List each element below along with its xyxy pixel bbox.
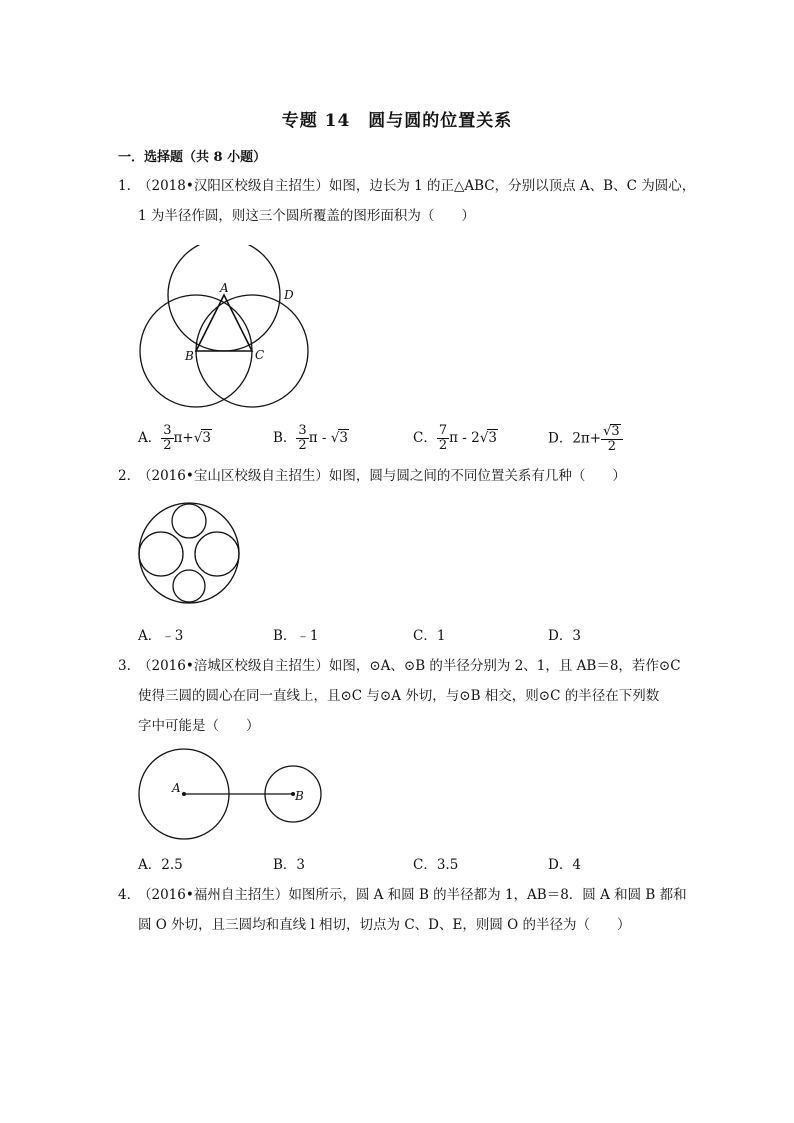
label-b: B (185, 349, 194, 363)
question-4-line1: （2016•福州自主招生）如图所示，圆 A 和圆 B 的半径都为 1，AB＝8．圆 A 和圆 B 都和 (138, 887, 687, 903)
left-circle (139, 532, 183, 576)
question-1-option-b: B． $\frac{3}{2}$ π - √3 (273, 423, 348, 453)
question-2-option-c: C．1 (413, 628, 446, 644)
circle-a (168, 245, 280, 351)
question-2-figure (137, 498, 241, 608)
question-2-number: 2． (118, 468, 141, 484)
question-3-option-d: D．4 (548, 857, 581, 873)
center-a (182, 792, 186, 796)
page-title: 专题 14 圆与圆的位置关系 (281, 111, 513, 131)
question-4-line2: 圆 O 外切，且三圆均和直线 l 相切，切点为 C、D、E，则圆 O 的半径为（ ） (138, 917, 631, 933)
question-3-option-b: B．3 (273, 857, 306, 873)
question-1-figure (138, 245, 318, 413)
triangle-abc (196, 295, 252, 351)
question-1-option-d: D．2π+ $\frac{√3}{2}$ (548, 424, 623, 454)
section-heading: 一．选择题（共 8 小题） (118, 150, 267, 165)
question-3-option-c: C．3.5 (413, 857, 459, 873)
question-1-line2: 1 为半径作圆，则这三个圆所覆盖的图形面积为（ ） (138, 208, 475, 224)
question-3-number: 3． (118, 658, 141, 674)
outer-circle (139, 503, 239, 603)
question-1-line1: （2018•汉阳区校级自主招生）如图，边长为 1 的正△ABC，分别以顶点 A、B、C 为圆心， (138, 178, 696, 194)
bottom-circle (173, 570, 205, 602)
question-1-number: 1． (118, 178, 141, 194)
question-2-option-d: D．3 (548, 628, 581, 644)
label-b: B (295, 789, 304, 803)
question-1-option-c: C． $\frac{7}{2}$ π - 2√3 (413, 423, 497, 453)
question-3-line2: 使得三圆的圆心在同一直线上，且⊙C 与⊙A 外切，与⊙B 相交，则⊙C 的半径在下列数 (138, 688, 660, 704)
label-a: A (172, 781, 181, 795)
label-c: C (255, 348, 265, 362)
label-d: D (284, 288, 294, 302)
question-3-figure (137, 748, 337, 842)
question-3-line3: 字中可能是（ ） (138, 718, 260, 734)
question-2-option-b: B．﹣1 (273, 628, 319, 644)
top-circle (172, 504, 206, 538)
question-4-number: 4． (118, 887, 141, 903)
question-3-option-a: A．2.5 (138, 857, 183, 873)
question-2-line1: （2016•宝山区校级自主招生）如图，圆与圆之间的不同位置关系有几种（ ） (138, 468, 626, 484)
right-circle (195, 532, 239, 576)
question-1-option-a: A． $\frac{3}{2}$ π+√3 (138, 423, 211, 453)
label-a: A (220, 281, 229, 295)
question-3-line1: （2016•涪城区校级自主招生）如图，⊙A、⊙B 的半径分别为 2、1，且 AB＝8，若作⊙C (138, 658, 681, 674)
question-2-option-a: A．﹣3 (138, 628, 184, 644)
